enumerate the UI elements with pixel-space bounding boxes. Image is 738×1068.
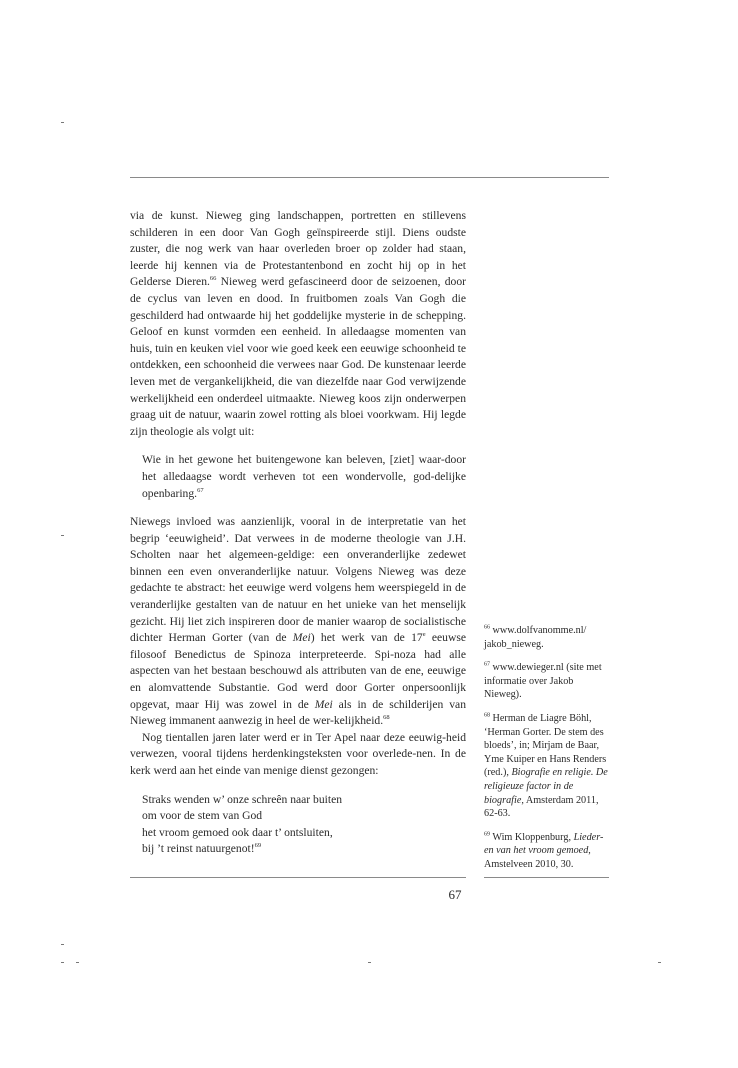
verse-line: het vroom gemoed ook daar t’ ontsluiten, <box>142 825 333 839</box>
block-quote: Wie in het gewone het buitengewone kan beleven, [ziet] waar-door het alledaagse wordt verheven tot een wondervolle, god-delijke openbaring.$^{67}$ <box>142 453 466 500</box>
verse-block <box>142 792 466 858</box>
crop-mark <box>61 962 64 963</box>
footnote-ref-66: 66 <box>209 275 217 283</box>
main-text-column <box>130 208 466 858</box>
paragraph-1: via de kunst. Nieweg ging landschappen, portretten en stillevens schilderen in een door Van Gogh geïnspireerde stijl. Diens oudste zuster, die nog werk van haar overleden broer op zolder had staan, leerde hij kennen via de Protestantenbond en zocht hij op in het Gelderse Dieren.$^{66}$ Nieweg werd gefascineerd door de seizoenen, door de cyclus van leven en dood. In fruitbomen zoals Van Gogh die geschilderd had ontwaarde hij het goddelijke mysterie in de schepping. Geloof en kunst vormden een eenheid. In alledaagse momenten van huis, tuin en keuken viel voor wie goed keek een eeuwige schoonheid te ontdekken, een schoonheid die verwees naar God. De kunstenaar leerde leven met de vergankelijkheid, die van diezelfde naar God verwijzende werkelijkheid een onderdeel uitmaakte. Nieweg koos zijn onderwerpen graag uit de natuur, waarin zowel rotting als bloei voorkwam. Hij legde zijn theologie als volgt uit: <box>130 209 466 438</box>
page-number: 67 <box>448 887 462 902</box>
crop-mark <box>61 944 64 945</box>
verse-line: om voor de stem van God <box>142 809 263 823</box>
footer-rule-notes <box>484 877 609 878</box>
footnote-ref-67: 67 <box>197 486 204 494</box>
footnote-69: $^{69}$ Wim Kloppenburg, Lieder-en van het vroom gemoed, Amstelveen 2010, 30. <box>484 831 604 870</box>
footnote-ref-69: 69 <box>254 842 262 850</box>
footnote-68: $^{68}$ Herman de Liagre Böhl, ‘Herman Gorter. De stem des bloeds’, in; Mirjam de Baar, Yme Kuiper en Hans Renders (red.), Biografie en religie. De religieuze factor in de biografie, Amsterdam 2011, 62-63. <box>484 712 608 820</box>
crop-mark <box>61 122 64 123</box>
footnote-66: $^{66}$ www.dolfvanomme.nl/ jakob_nieweg. <box>484 624 587 650</box>
crop-mark <box>368 962 371 963</box>
paragraph-3: Nog tientallen jaren later werd er in Ter Apel naar deze eeuwig-heid verwezen, vooral tijdens herdenkingsteksten voor overlede-nen. In de kerk werd aan het einde van menige dienst gezongen: <box>130 730 466 777</box>
footnotes-column <box>484 624 608 882</box>
footnote-67: $^{67}$ www.dewieger.nl (site met informatie over Jakob Nieweg). <box>484 661 602 701</box>
crop-mark <box>61 535 64 536</box>
footer-rule-main <box>130 877 466 878</box>
crop-mark <box>658 962 661 963</box>
crop-mark <box>76 962 79 963</box>
verse-line: Straks wenden w’ onze schreên naar buiten <box>142 792 343 806</box>
header-rule <box>130 177 609 178</box>
footnote-ref-68: 68 <box>383 714 390 722</box>
verse-line: bij ’t reinst natuurgenot!$^{69}$ <box>142 842 262 856</box>
paragraph-2: Niewegs invloed was aanzienlijk, vooral in de interpretatie van het begrip ‘eeuwigheid’. Dat verwees in de moderne theologie van J.H. Scholten naar het algemeen-geldige: een onveranderlijke zedewet binnen een even onveranderlijke natuur. Volgens Nieweg was deze gedachte te abstract: het eeuwige werd volgens hem weerspiegeld in de veranderlijke gestalten van de natuur en het unieke van het menselijk gezicht. Hij liet zich inspireren door de manier waarop de socialistische dichter Herman Gorter (van de Mei) het werk van de 17e eeuwse filosoof Benedictus de Spinoza interpreteerde. Spi-noza had alle aspecten van het bestaan beschouwd als attributen van de ene, eeuwige en alomvattende Substantie. God werd door Gorter onpersoonlijk opgevat, maar Hij was zowel in de Mei als in de schilderijen van Nieweg immanent aanwezig in heel de wer-kelijkheid.$^{68}$ <box>130 515 466 728</box>
